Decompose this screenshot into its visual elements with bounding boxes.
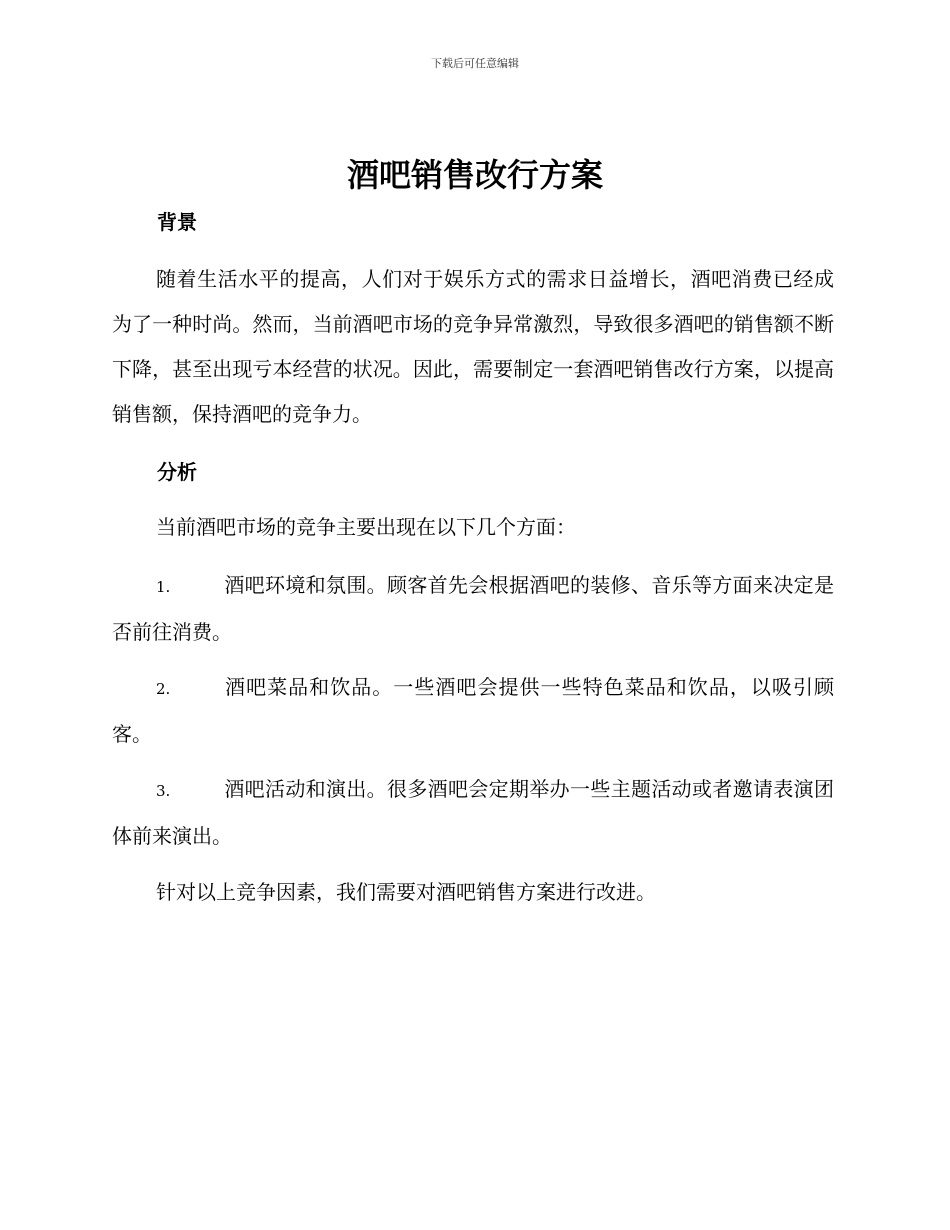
list-item-number: 3. [156,782,171,800]
header-note: 下载后可任意编辑 [431,57,519,70]
analysis-conclusion: 针对以上竞争因素，我们需要对酒吧销售方案进行改进。 [156,880,656,904]
section-heading-background: 背景 [157,210,197,234]
section-heading-analysis: 分析 [157,460,197,484]
background-paragraph: 随着生活水平的提高，人们对于娱乐方式的需求日益增长，酒吧消费已经成为了一种时尚。然而，当前酒吧市场的竞争异常激烈，导致很多酒吧的销售额不断下降，甚至出现亏本经营的状况。因此，需要制定一套酒吧销售改行方案，以提高销售额，保持酒吧的竞争力。 [112,267,834,426]
list-item [112,665,834,757]
analysis-intro: 当前酒吧市场的竞争主要出现在以下几个方面： [156,515,576,539]
list-item-text: 酒吧菜品和饮品。一些酒吧会提供一些特色菜品和饮品，以吸引顾客。 [112,675,834,746]
list-item [112,767,834,859]
list-item-number: 1. [156,578,171,596]
list-item [112,563,834,655]
list-item-text: 酒吧环境和氛围。顾客首先会根据酒吧的装修、音乐等方面来决定是否前往消费。 [112,573,834,644]
list-item-text: 酒吧活动和演出。很多酒吧会定期举办一些主题活动或者邀请表演团体前来演出。 [112,777,834,848]
list-item-number: 2. [156,680,171,698]
document-title: 酒吧销售改行方案 [346,156,603,194]
